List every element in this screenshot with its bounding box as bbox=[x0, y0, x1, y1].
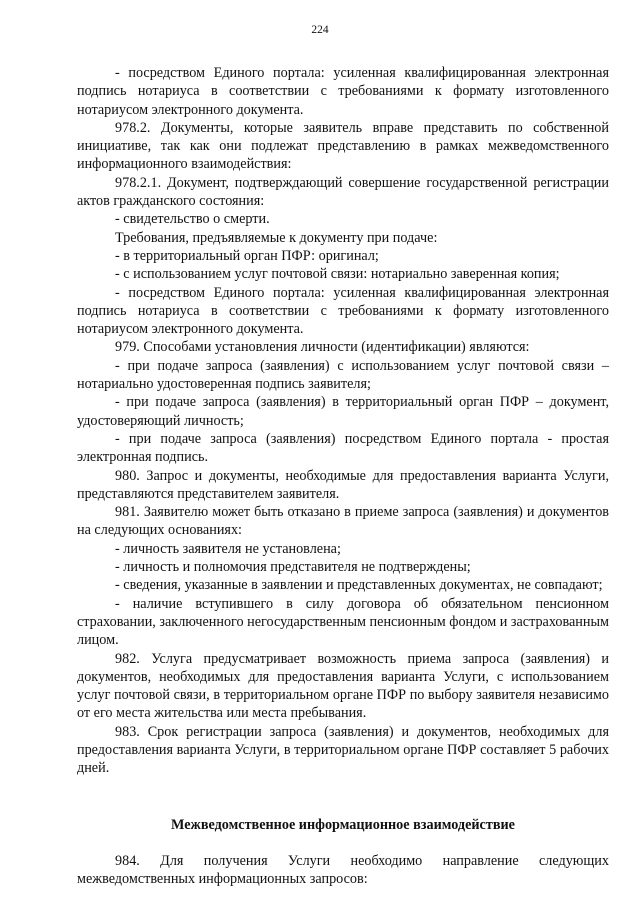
paragraph: 983. Срок регистрации запроса (заявления) и документов, необходимых для предоставления варианта Услуги, в территориальном органе ПФР составляет 5 рабочих дней. bbox=[77, 723, 609, 777]
paragraph: - посредством Единого портала: усиленная квалифицированная электронная подпись нотариуса в соответствии с требованиями к формату изготовленного нотариусом электронного документа. bbox=[77, 284, 609, 338]
paragraph: 982. Услуга предусматривает возможность приема запроса (заявления) и документов, необходимых для предоставления варианта Услуги, с использованием услуг почтовой связи, в территориальном органе ПФР по выбору заявителя независимо от его места жительства или места пребывания. bbox=[77, 650, 609, 722]
paragraph: Требования, предъявляемые к документу при подаче: bbox=[115, 229, 438, 246]
page-number: 224 bbox=[311, 24, 329, 36]
paragraph: - свидетельство о смерти. bbox=[115, 211, 270, 228]
paragraph: - с использованием услуг почтовой связи: нотариально заверенная копия; bbox=[115, 266, 560, 283]
paragraph: 978.2.1. Документ, подтверждающий совершение государственной регистрации актов гражданского состояния: bbox=[77, 174, 609, 210]
paragraph: - посредством Единого портала: усиленная квалифицированная электронная подпись нотариуса в соответствии с требованиями к формату изготовленного нотариусом электронного документа. bbox=[77, 65, 609, 118]
paragraph: 978.2. Документы, которые заявитель вправе представить по собственной инициативе, так как они подлежат представлению в рамках межведомственного информационного взаимодействия: bbox=[77, 119, 609, 173]
paragraph: 981. Заявителю может быть отказано в приеме запроса (заявления) и документов на следующих основаниях: bbox=[77, 504, 609, 539]
paragraph: - при подаче запроса (заявления) посредством Единого портала - простая электронная подпись. bbox=[77, 430, 609, 466]
paragraph: - в территориальный орган ПФР: оригинал; bbox=[115, 247, 379, 264]
paragraph: - при подаче запроса (заявления) с использованием услуг почтовой связи – нотариально удостоверенная подпись заявителя; bbox=[77, 357, 609, 393]
paragraph: 984. Для получения Услуги необходимо направление следующих межведомственных информационных запросов: bbox=[77, 852, 609, 888]
paragraph: - личность заявителя не установлена; bbox=[115, 540, 341, 557]
paragraph: 979. Способами установления личности (идентификации) являются: bbox=[115, 339, 530, 356]
paragraph: - сведения, указанные в заявлении и представленных документах, не совпадают; bbox=[115, 577, 603, 594]
section-heading: Межведомственное информационное взаимодействие bbox=[171, 816, 515, 833]
paragraph: 980. Запрос и документы, необходимые для предоставления варианта Услуги, представляются представителем заявителя. bbox=[77, 467, 609, 502]
paragraph: - личность и полномочия представителя не подтверждены; bbox=[115, 559, 471, 576]
paragraph: - при подаче запроса (заявления) в территориальный орган ПФР – документ, удостоверяющий личность; bbox=[77, 394, 609, 429]
paragraph: - наличие вступившего в силу договора об обязательном пенсионном страховании, заключенного негосударственным пенсионным фондом и застрахованным лицом. bbox=[77, 595, 609, 649]
document-body bbox=[77, 64, 609, 888]
